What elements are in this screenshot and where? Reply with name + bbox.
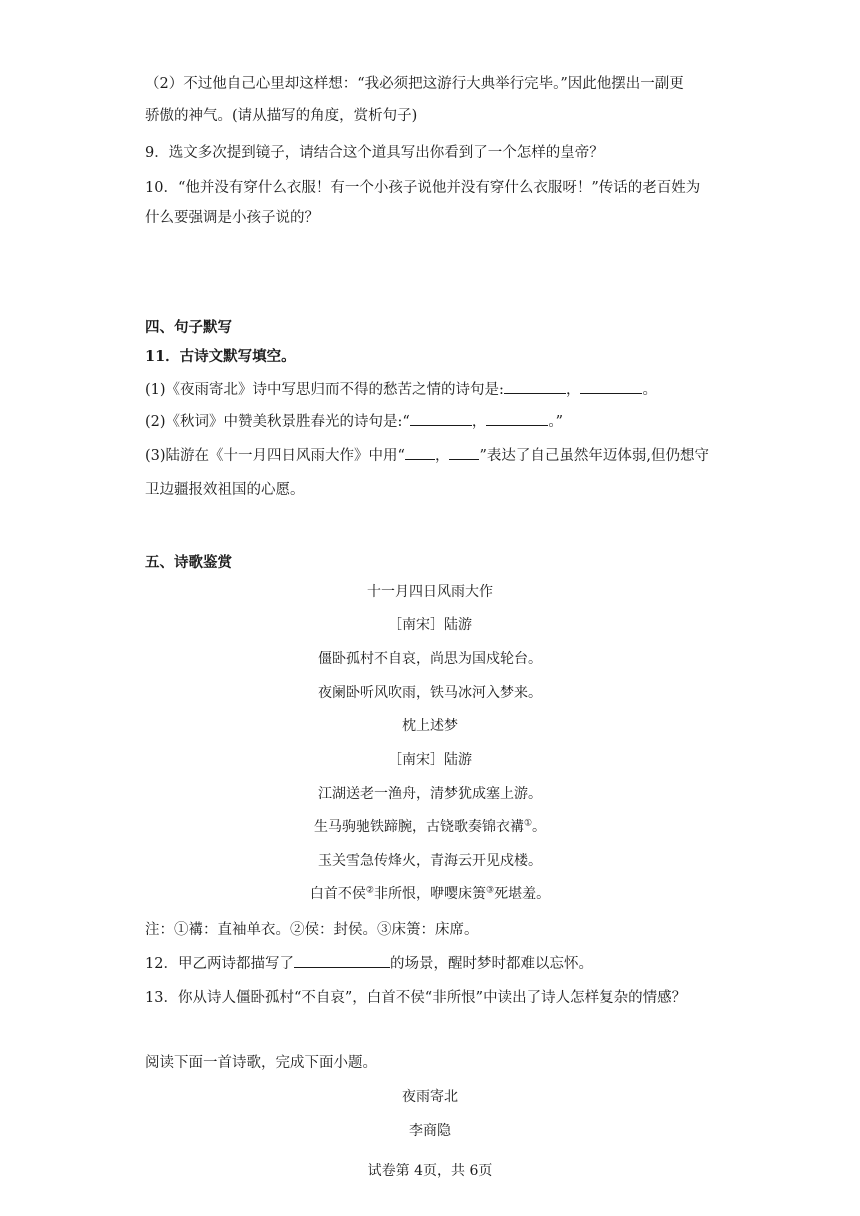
poem2-line4	[0, 883, 860, 903]
poem2-line4-text: 死堪羞。	[494, 886, 551, 902]
poem1-line2: 夜阑卧听风吹雨，铁马冰河入梦来。	[318, 685, 542, 701]
question-12	[145, 952, 593, 973]
blank-field[interactable]	[504, 379, 566, 394]
q8-2-line1: （2）不过他自己心里却这样想：“我必须把这游行大典举行完毕。”因此他摆出一副更	[145, 76, 684, 92]
comma: ，	[471, 414, 487, 430]
poem1-line1: 僵卧孤村不自哀，尚思为国戍轮台。	[318, 651, 542, 667]
q11-3-text-end: ”表达了自己虽然年迈体弱,但仍想守	[479, 448, 709, 464]
poem1-title: 十一月四日风雨大作	[367, 584, 493, 600]
q8-2-line2: 骄傲的神气。(请从描写的角度，赏析句子)	[145, 108, 418, 124]
period: 。”	[548, 414, 564, 430]
poem2-title: 枕上述梦	[402, 718, 458, 734]
q11-3-line2: 卫边疆报效祖国的心愿。	[145, 482, 305, 498]
blank-field[interactable]	[294, 953, 390, 968]
page-footer: 试卷第 4页，共 6页	[367, 1163, 493, 1179]
reading-intro: 阅读下面一首诗歌，完成下面小题。	[145, 1055, 377, 1071]
poem1-author: ［南宋］陆游	[388, 617, 472, 633]
question-9: 9．选文多次提到镜子，请结合这个道具写出你看到了一个怎样的皇帝？	[145, 145, 604, 161]
q11-2-text: (2)《秋词》中赞美秋景胜春光的诗句是:“	[145, 414, 410, 430]
blank-field[interactable]	[410, 411, 472, 426]
question-13: 13．你从诗人僵卧孤村“不自哀”，白首不侯“非所恨”中读出了诗人怎样复杂的情感？	[145, 990, 687, 1006]
poem-note: 注：①褠：直袖单衣。②侯：封侯。③床箦：床席。	[145, 922, 479, 938]
poem2-line4-text: 白首不侯	[309, 886, 366, 902]
period: 。	[532, 819, 547, 835]
q11-title: 11．古诗文默写填空。	[145, 348, 296, 365]
section5-title: 五、诗歌鉴赏	[145, 554, 232, 571]
comma: ，	[565, 382, 581, 398]
poem2-author: ［南宋］陆游	[388, 752, 472, 768]
blank-field[interactable]	[449, 445, 479, 460]
poem2-line4-text: 非所恨，咿嘤床箦	[374, 886, 486, 902]
q12-text-end: 的场景，醒时梦时都难以忘怀。	[389, 956, 593, 972]
q12-text: 12．甲乙两诗都描写了	[145, 956, 294, 972]
poem2-line1: 江湖送老一渔舟，清梦犹成塞上游。	[318, 786, 542, 802]
footnote-mark: ③	[486, 885, 495, 896]
q10-line1: 10．“他并没有穿什么衣服！有一个小孩子说他并没有穿什么衣服呀！”传话的老百姓为	[145, 180, 701, 196]
period: 。	[642, 382, 657, 398]
q11-2	[145, 410, 563, 431]
poem3-author: 李商隐	[409, 1123, 451, 1139]
poem2-line3: 玉关雪急传烽火，青海云开见戍楼。	[318, 853, 542, 869]
q11-1-text: (1)《夜雨寄北》诗中写思归而不得的愁苦之情的诗句是:	[145, 382, 504, 398]
q10-line2: 什么要强调是小孩子说的？	[145, 210, 319, 226]
poem2-line2	[0, 816, 860, 836]
footnote-mark: ①	[523, 818, 533, 829]
blank-field[interactable]	[486, 411, 548, 426]
poem3-title: 夜雨寄北	[402, 1089, 458, 1105]
footnote-mark: ②	[365, 885, 374, 896]
q11-3-text: (3)陆游在《十一月四日风雨大作》中用“	[145, 448, 405, 464]
comma: ，	[434, 448, 450, 464]
q11-3	[145, 444, 709, 465]
blank-field[interactable]	[405, 445, 435, 460]
poem2-line2-text: 生马驹驰铁蹄腕，古铙歌奏锦衣褠	[313, 819, 524, 835]
q11-1	[145, 378, 657, 399]
section4-title: 四、句子默写	[145, 319, 232, 336]
blank-field[interactable]	[580, 379, 642, 394]
